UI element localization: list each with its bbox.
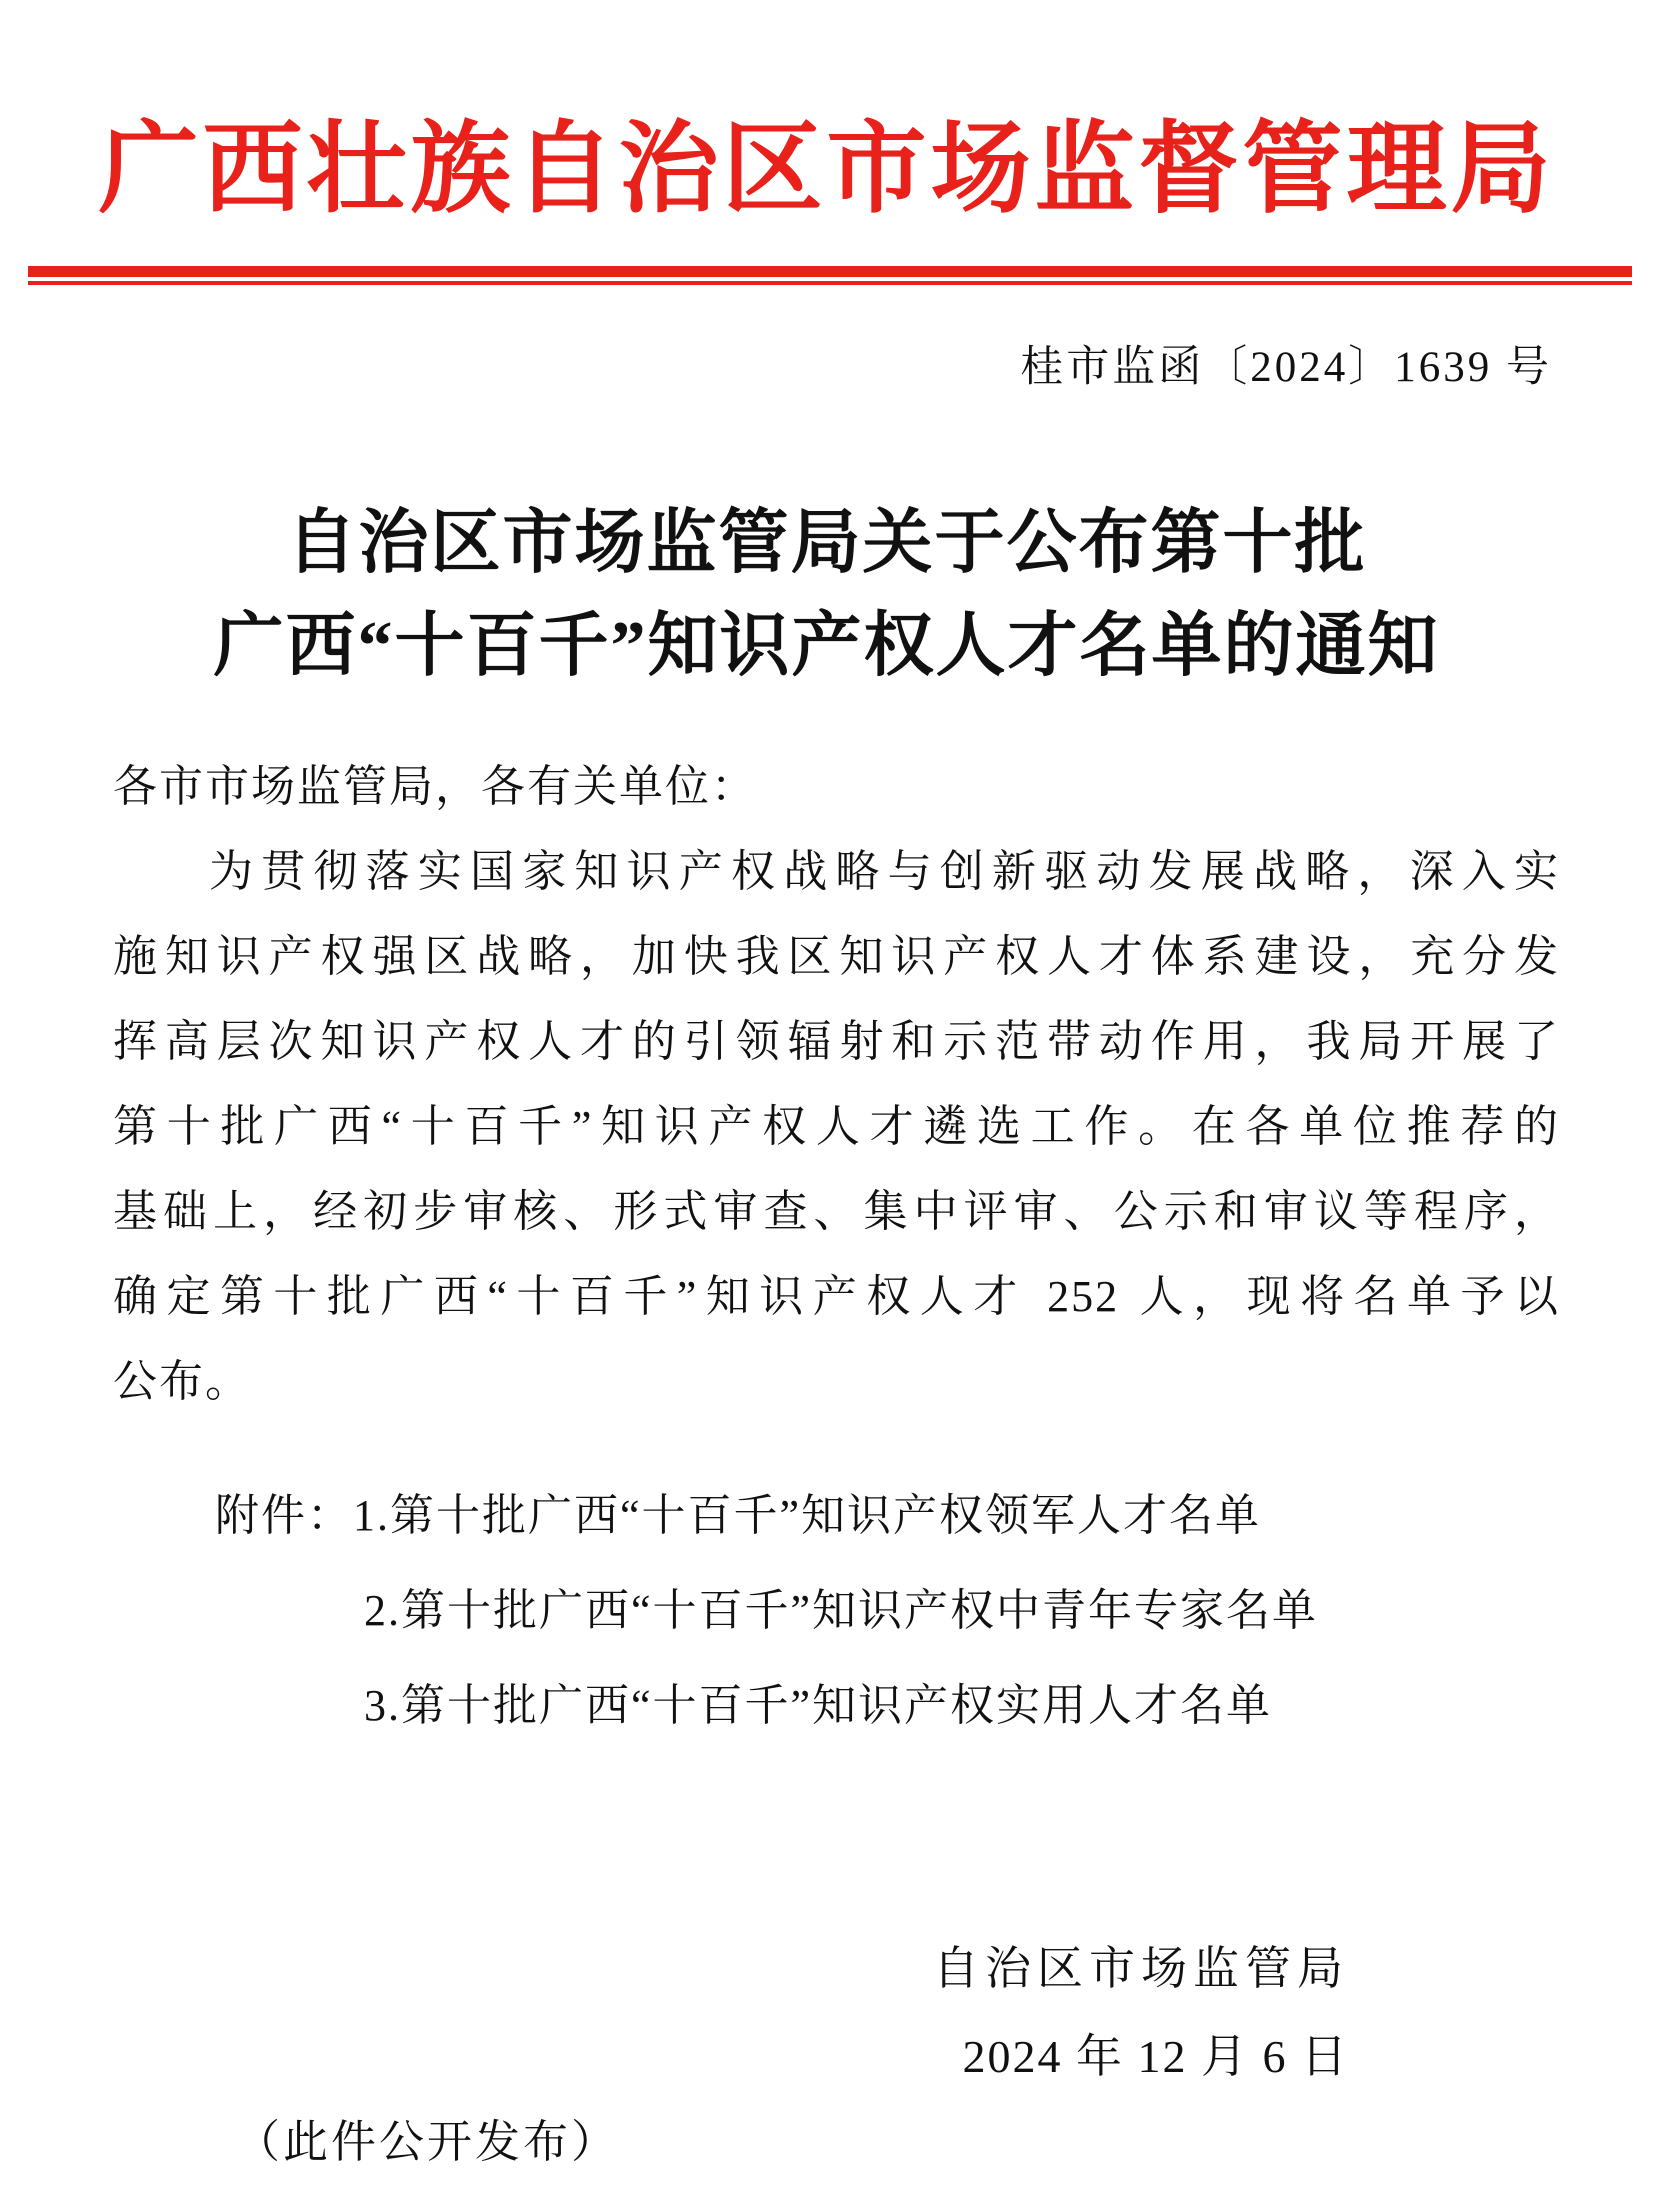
signature-block xyxy=(0,1925,1349,2101)
body-line: 确定第十批广西“十百千”知识产权人才 252 人，现将名单予以 xyxy=(113,1272,1560,1321)
issue-date: 2024 年 12 月 6 日 xyxy=(962,2031,1349,2082)
attachment-item-text: 1.第十批广西“十百千”知识产权领军人才名单 xyxy=(353,1491,1262,1540)
attachment-item: 3.第十批广西“十百千”知识产权实用人才名单 xyxy=(364,1681,1273,1730)
attachments-section xyxy=(113,1468,1560,1753)
issuer-signature: 自治区市场监管局 xyxy=(933,1943,1349,1994)
red-separator-thin xyxy=(28,281,1632,285)
document-number: 桂市监函〔2024〕1639 号 xyxy=(1020,344,1552,391)
body-line: 施知识产权强区战略，加快我区知识产权人才体系建设，充分发 xyxy=(113,932,1560,981)
body-line: 公布。 xyxy=(113,1357,251,1406)
public-release-note: （此件公开发布） xyxy=(235,2117,620,2167)
body-line: 挥高层次知识产权人才的引领辐射和示范带动作用，我局开展了 xyxy=(113,1017,1560,1066)
body-line: 第十批广西“十百千”知识产权人才遴选工作。在各单位推荐的 xyxy=(113,1102,1560,1151)
attachment-item xyxy=(215,1468,1560,1563)
document-title-line2: 广西“十百千”知识产权人才名单的通知 xyxy=(213,608,1440,685)
attachments-label: 附件： xyxy=(215,1491,353,1540)
document-title-line1: 自治区市场监管局关于公布第十批 xyxy=(286,505,1367,582)
red-separator-thick xyxy=(28,266,1632,277)
document-body xyxy=(113,744,1560,1424)
salutation-line: 各市市场监管局，各有关单位： xyxy=(113,762,757,811)
attachment-item: 2.第十批广西“十百千”知识产权中青年专家名单 xyxy=(364,1586,1319,1635)
agency-masthead: 广西壮族自治区市场监督管理局 xyxy=(98,114,1555,225)
body-line: 为贯彻落实国家知识产权战略与创新驱动发展战略，深入实 xyxy=(209,847,1560,896)
body-line: 基础上，经初步审核、形式审查、集中评审、公示和审议等程序， xyxy=(113,1187,1560,1236)
document-title xyxy=(0,492,1653,698)
